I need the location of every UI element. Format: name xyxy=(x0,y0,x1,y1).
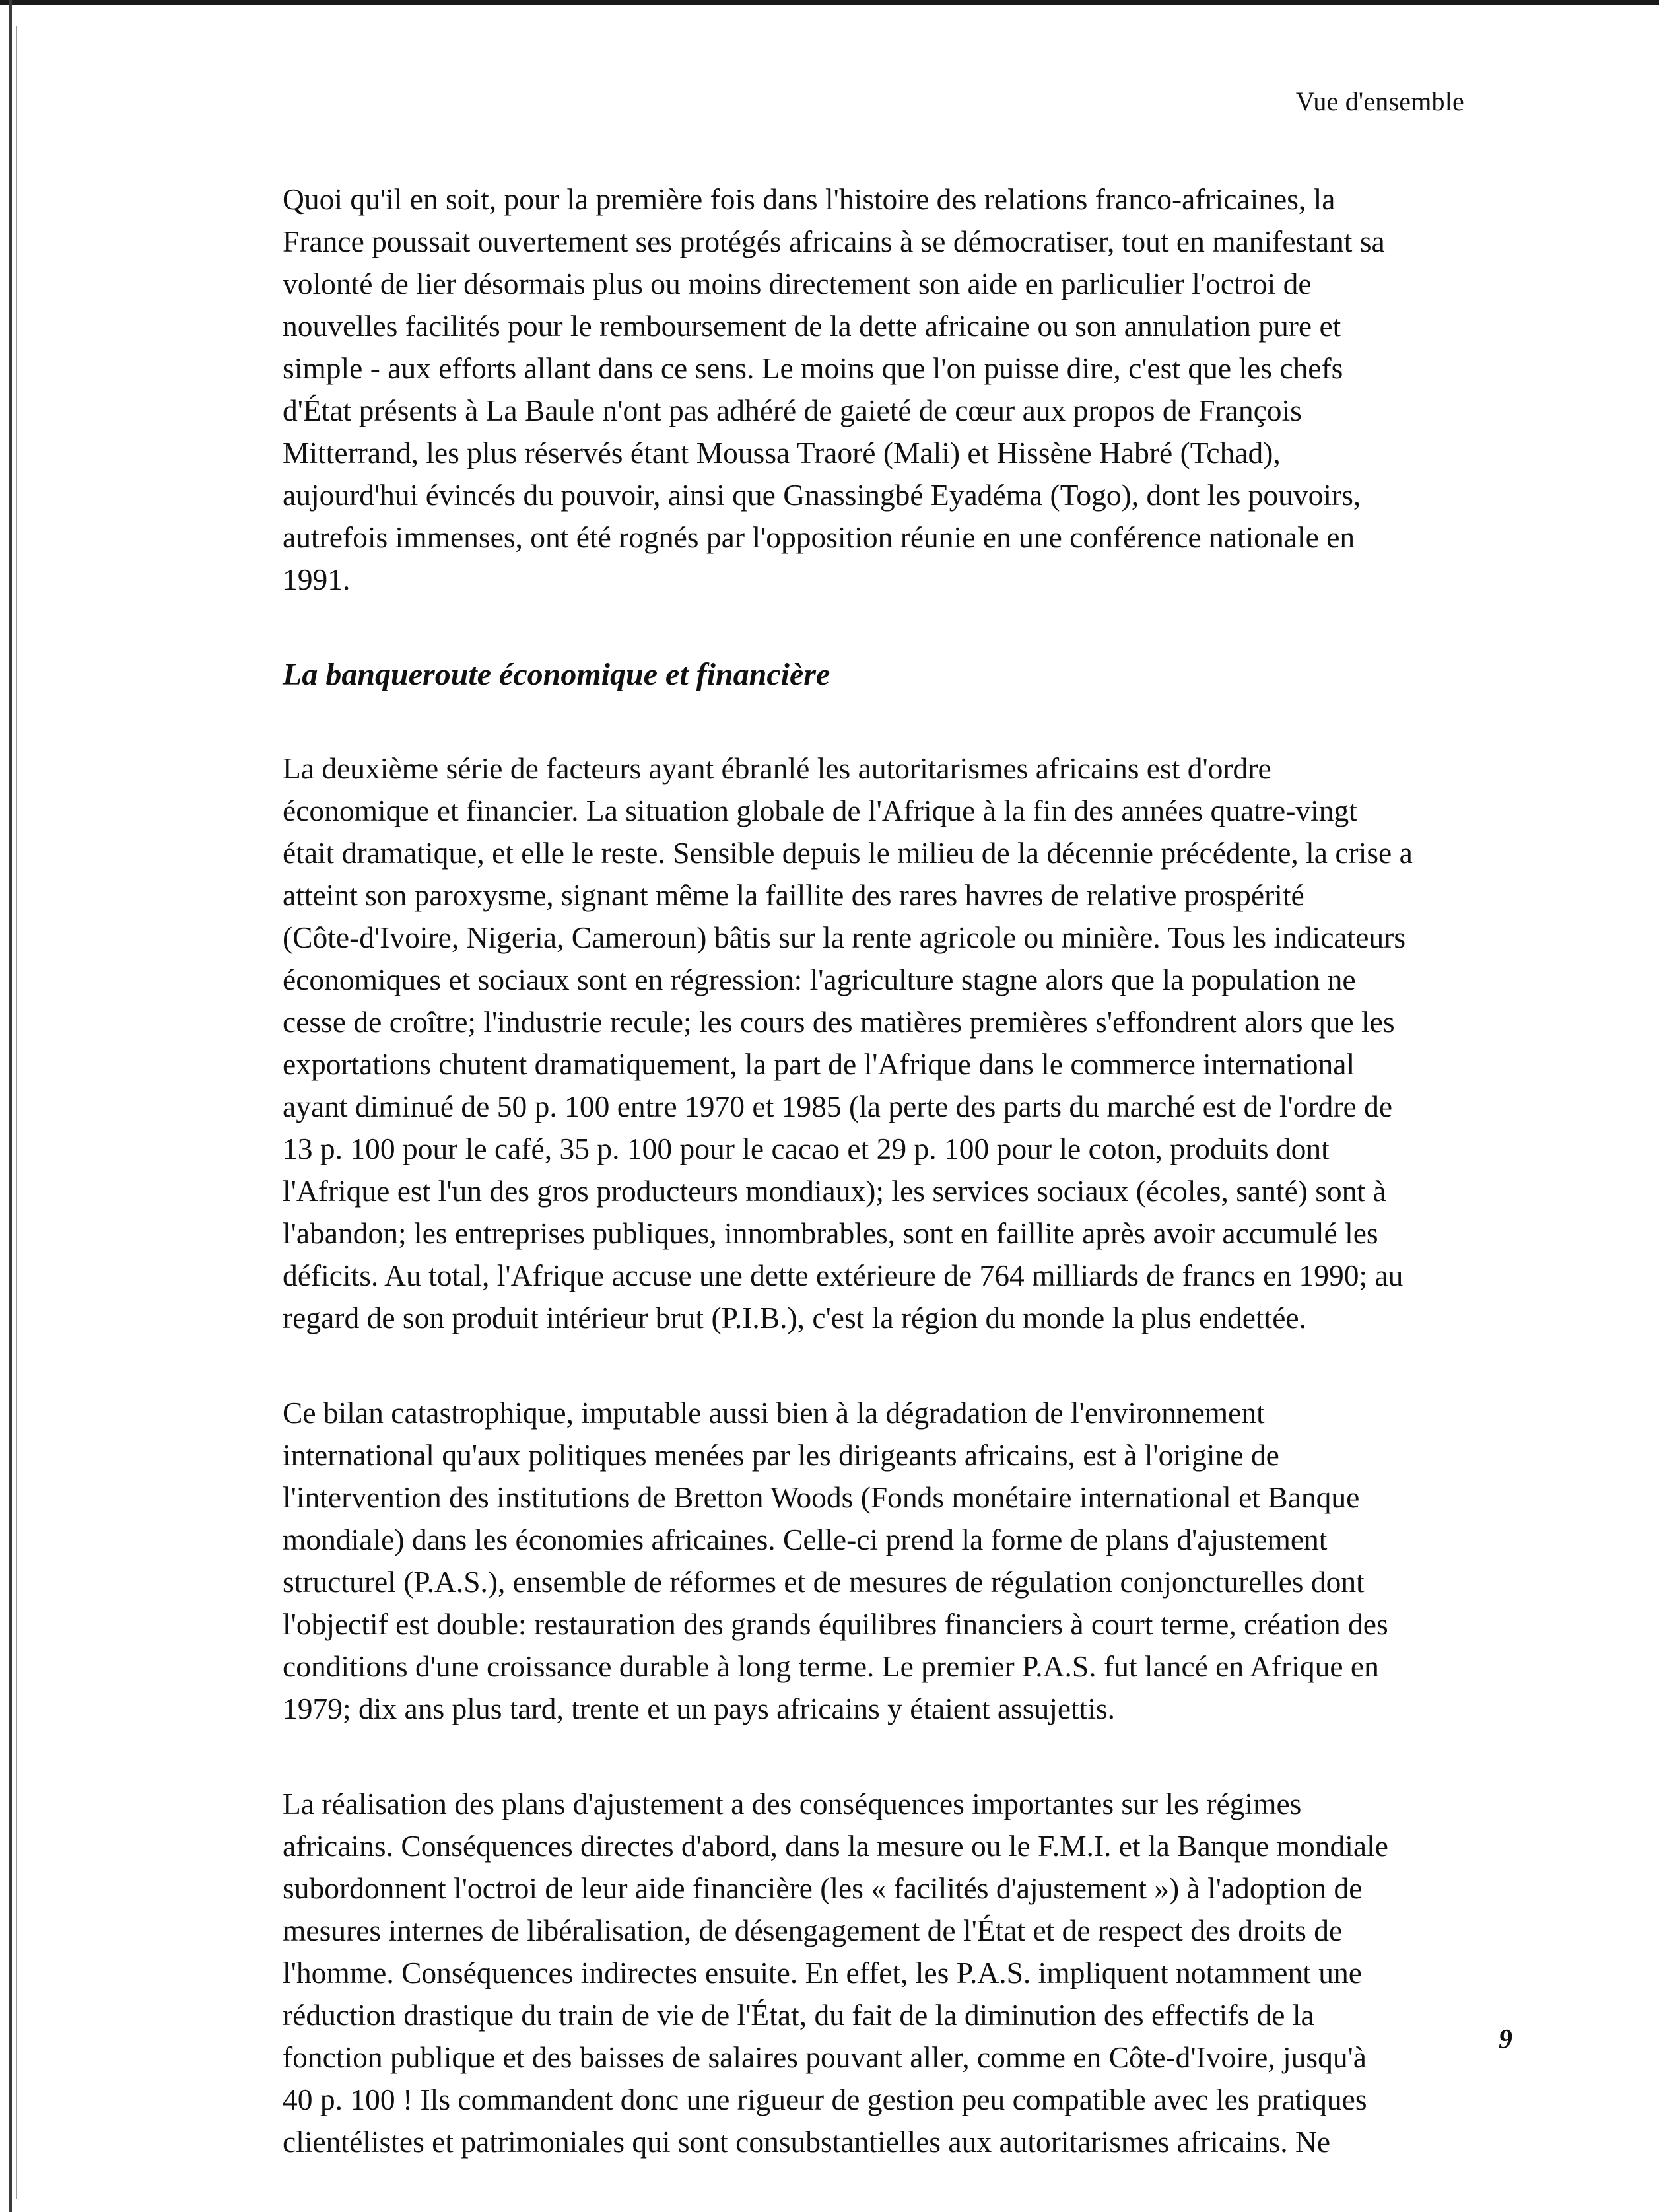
text-line: d'État présents à La Baule n'ont pas adhéré de gaieté de cœur aux propos de François xyxy=(283,394,1302,427)
text-line: Quoi qu'il en soit, pour la première fois dans l'histoire des relations franco-africaines, la xyxy=(283,182,1336,216)
text-line: réduction drastique du train de vie de l'État, du fait de la diminution des effectifs de la xyxy=(283,1998,1314,2032)
text-line: simple - aux efforts allant dans ce sens. Le moins que l'on puisse dire, c'est que les chefs xyxy=(283,351,1343,385)
scan-binding-edge xyxy=(9,0,12,2212)
text-line: structurel (P.A.S.), ensemble de réformes et de mesures de régulation conjoncturelles dont xyxy=(283,1565,1365,1599)
text-line: conditions d'une croissance durable à long terme. Le premier P.A.S. fut lancé en Afrique en xyxy=(283,1649,1379,1683)
text-line: subordonnent l'octroi de leur aide financière (les « facilités d'ajustement ») à l'adoption de xyxy=(283,1871,1363,1905)
text-line: l'Afrique est l'un des gros producteurs mondiaux); les services sociaux (écoles, santé) sont à xyxy=(283,1174,1386,1208)
section-heading: La banqueroute économique et financière xyxy=(283,657,830,692)
text-line: atteint son paroxysme, signant même la faillite des rares havres de relative prospérité xyxy=(283,878,1304,912)
text-line: économique et financier. La situation globale de l'Afrique à la fin des années quatre-vingt xyxy=(283,794,1357,827)
text-line: aujourd'hui évincés du pouvoir, ainsi que Gnassingbé Eyadéma (Togo), dont les pouvoirs, xyxy=(283,478,1361,512)
text-line: nouvelles facilités pour le remboursement de la dette africaine ou son annulation pure et xyxy=(283,309,1341,343)
paragraph-3 xyxy=(283,1392,1491,1730)
text-line: international qu'aux politiques menées par les dirigeants africains, est à l'origine de xyxy=(283,1438,1279,1472)
text-line: La deuxième série de facteurs ayant ébranlé les autoritarismes africains est d'ordre xyxy=(283,751,1271,785)
text-line: cesse de croître; l'industrie recule; les cours des matières premières s'effondrent alors que les xyxy=(283,1005,1395,1039)
text-line: l'intervention des institutions de Bretton Woods (Fonds monétaire international et Banque xyxy=(283,1480,1360,1514)
text-line: volonté de lier désormais plus ou moins directement son aide en parliculier l'octroi de xyxy=(283,267,1312,300)
text-line: clientélistes et patrimoniales qui sont consubstantielles aux autoritarismes africains. Ne xyxy=(283,2125,1331,2159)
text-line: était dramatique, et elle le reste. Sensible depuis le milieu de la décennie précédente, la crise a xyxy=(283,836,1413,870)
text-line: mesures internes de libéralisation, de désengagement de l'État et de respect des droits de xyxy=(283,1914,1343,1947)
text-line: (Côte-d'Ivoire, Nigeria, Cameroun) bâtis sur la rente agricole ou minière. Tous les indicateurs xyxy=(283,920,1406,954)
text-line: 40 p. 100 ! Ils commandent donc une rigueur de gestion peu compatible avec les pratiques xyxy=(283,2083,1367,2116)
paragraph-4 xyxy=(283,1783,1491,2163)
text-line: l'objectif est double: restauration des grands équilibres financiers à court terme, création des xyxy=(283,1607,1388,1641)
text-line: l'homme. Conséquences indirectes ensuite. En effet, les P.A.S. impliquent notamment une xyxy=(283,1956,1362,1989)
text-line: 1991. xyxy=(283,563,351,596)
text-line: économiques et sociaux sont en régression: l'agriculture stagne alors que la population ne xyxy=(283,963,1356,996)
text-line: autrefois immenses, ont été rognés par l'opposition réunie en une conférence nationale en xyxy=(283,520,1355,554)
page-number: 9 xyxy=(1499,2024,1512,2055)
text-line: Ce bilan catastrophique, imputable aussi bien à la dégradation de l'environnement xyxy=(283,1396,1265,1430)
text-line: ayant diminué de 50 p. 100 entre 1970 et 1985 (la perte des parts du marché est de l'ordre de xyxy=(283,1089,1393,1123)
text-line: regard de son produit intérieur brut (P.I.B.), c'est la région du monde la plus endettée. xyxy=(283,1301,1306,1334)
text-line: France poussait ouvertement ses protégés africains à se démocratiser, tout en manifestant sa xyxy=(283,225,1385,258)
text-line: 1979; dix ans plus tard, trente et un pays africains y étaient assujettis. xyxy=(283,1692,1116,1725)
text-line: africains. Conséquences directes d'abord, dans la mesure ou le F.M.I. et la Banque mondiale xyxy=(283,1829,1388,1863)
text-line: l'abandon; les entreprises publiques, innombrables, sont en faillite après avoir accumulé les xyxy=(283,1216,1378,1250)
text-line: 13 p. 100 pour le café, 35 p. 100 pour le cacao et 29 p. 100 pour le coton, produits dont xyxy=(283,1132,1330,1165)
text-line: fonction publique et des baisses de salaires pouvant aller, comme en Côte-d'Ivoire, jusqu'à xyxy=(283,2040,1367,2074)
paragraph-1 xyxy=(283,178,1491,601)
scan-top-rule xyxy=(0,0,1659,5)
scan-binding-shadow xyxy=(16,26,17,2199)
text-line: déficits. Au total, l'Afrique accuse une dette extérieure de 764 milliards de francs en 1990; au xyxy=(283,1259,1404,1292)
text-line: exportations chutent dramatiquement, la part de l'Afrique dans le commerce international xyxy=(283,1047,1355,1081)
page-body xyxy=(283,178,1491,2163)
text-line: Mitterrand, les plus réservés étant Moussa Traoré (Mali) et Hissène Habré (Tchad), xyxy=(283,436,1281,469)
running-header: Vue d'ensemble xyxy=(1295,86,1464,116)
text-line: mondiale) dans les économies africaines. Celle-ci prend la forme de plans d'ajustement xyxy=(283,1523,1328,1556)
paragraph-2 xyxy=(283,747,1491,1339)
text-line: La réalisation des plans d'ajustement a des conséquences importantes sur les régimes xyxy=(283,1787,1302,1820)
